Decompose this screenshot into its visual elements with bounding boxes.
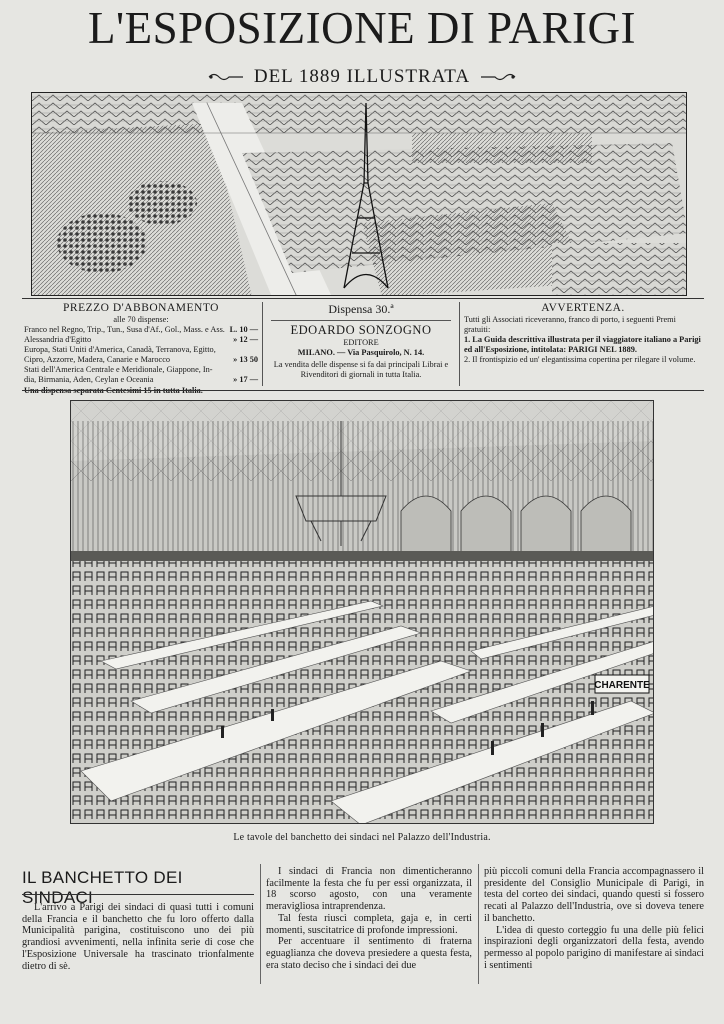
- price-row: [24, 365, 258, 375]
- masthead-subtitle: DEL 1889 ILLUSTRATA: [253, 66, 471, 87]
- price-value: L. 10 —: [229, 325, 258, 334]
- article-column-2: [266, 866, 472, 971]
- price-value: » 12 —: [233, 335, 258, 344]
- table-sign-charente: CHARENTE: [594, 680, 650, 691]
- price-label: Stati dell'America Centrale e Meridionale, Giappone, In-: [24, 365, 213, 374]
- illustration-caption: Le tavole del banchetto dei sindaci nel Palazzo dell'Industria.: [233, 832, 491, 843]
- article-paragraph: Tal festa riuscì completa, gaja e, in certi momenti, suscitatrice di profonde impressioni.: [266, 912, 472, 936]
- subscription-subheading: alle 70 dispense:: [113, 315, 169, 324]
- publisher-name: EDOARDO SONZOGNO: [290, 323, 432, 337]
- banquet-hall-illustration: [70, 400, 654, 824]
- article-paragraph: L'arrivo a Parigi dei sindaci di quasi tutti i comuni della Francia e il banchetto che fu loro offerto dalla Municipalità parigina, costituiscono uno dei più grandiosi avvenimenti, nella infinita serie di cose che l'Esposizione Universale ha trascinato trionfalmente dietro di sè.: [22, 902, 254, 972]
- price-label: dia, Birmania, Aden, Ceylan e Oceania: [24, 375, 154, 384]
- section-rule-top: [22, 298, 704, 299]
- issue-publisher-block: [262, 302, 460, 386]
- price-label: Alessandria d'Egitto: [24, 335, 92, 344]
- price-value: » 13 50: [233, 355, 258, 364]
- single-issue-price: Una dispensa separata Centesimi 15 in tutta Italia.: [24, 386, 203, 395]
- panorama-engraving: [32, 93, 687, 296]
- article-paragraph: L'idea di questo corteggio fu una delle più felici inspirazioni degli organizzatori della festa, avendo permesso al popolo parigino di manifestare ai sindaci i sentimenti: [484, 924, 704, 971]
- price-row: [24, 355, 258, 365]
- exposition-panorama-illustration: [31, 92, 687, 296]
- column-separator: [478, 864, 479, 984]
- article-paragraph: più piccoli comuni della Francia accompagnassero il presidente del Consiglio Municipale di Parigi, in testa del corteo dei sindaci, quando questi si fossero recati al Palazzo dell'Industria, ove si doveva tenere il banchetto.: [484, 866, 704, 924]
- article-title: IL BANCHETTO DEI SINDACI: [22, 868, 183, 907]
- masthead-subtitle-row: [0, 64, 724, 90]
- ornament-left-icon: [208, 72, 244, 82]
- publisher-address: MILANO. — Via Pasquirolo, N. 14.: [297, 348, 425, 357]
- article-column-3: [484, 866, 704, 971]
- article-paragraph: I sindaci di Francia non dimenticheranno facilmente la festa che fu per essi organizzata, il 18 scorso agosto, con una veramente meravigliosa intraprendenza.: [266, 866, 472, 913]
- price-label: Europa, Stati Uniti d'America, Canadà, Terranova, Egitto,: [24, 345, 216, 354]
- issue-number: Dispensa 30.ª: [328, 302, 394, 316]
- publisher-role: EDITORE: [343, 338, 379, 347]
- banquet-engraving: [71, 401, 654, 824]
- ornament-right-icon: [480, 72, 516, 82]
- column-separator: [260, 864, 261, 984]
- price-row: [24, 335, 258, 345]
- subscription-prices-block: [24, 302, 258, 396]
- price-row: [24, 325, 258, 335]
- price-value: » 17 —: [233, 375, 258, 384]
- notice-intro: Tutti gli Associati riceveranno, franco di porto, i seguenti Premi gratuiti:: [464, 315, 676, 334]
- section-rule-bottom: [22, 390, 704, 391]
- notice-heading: AVVERTENZA.: [541, 302, 625, 314]
- article-paragraph: Per accentuare il sentimento di fraterna eguaglianza che doveva presiedere a questa festa, era stato deciso che i sindaci dei due: [266, 936, 472, 971]
- notice-item-cover: 2. Il frontispizio ed un' elegantissima copertina per rilegare il volume.: [464, 355, 696, 364]
- price-label: Franco nel Regno, Trip., Tun., Susa d'Af., Gol., Mass. e Ass.: [24, 325, 225, 334]
- issue-rule: [271, 320, 451, 321]
- article-title-rule: [22, 894, 254, 895]
- subscription-heading: PREZZO D'ABBONAMENTO: [63, 302, 219, 314]
- masthead-title: L'ESPOSIZIONE DI PARIGI: [88, 3, 636, 53]
- notice-item-guide: 1. La Guida descrittiva illustrata per il viaggiatore italiano a Parigi ed all'Esposizione, intitolata: PARIGI NEL 1889.: [464, 335, 701, 354]
- price-row: [24, 345, 258, 355]
- notice-block: [464, 302, 702, 365]
- article-column-1: [22, 902, 254, 972]
- sale-note: La vendita delle dispense si fa dai principali Librai e Rivenditori di giornali in tutta Italia.: [273, 360, 449, 379]
- price-label: Cipro, Azzorre, Madera, Canarie e Marocco: [24, 355, 171, 364]
- price-row: [24, 375, 258, 385]
